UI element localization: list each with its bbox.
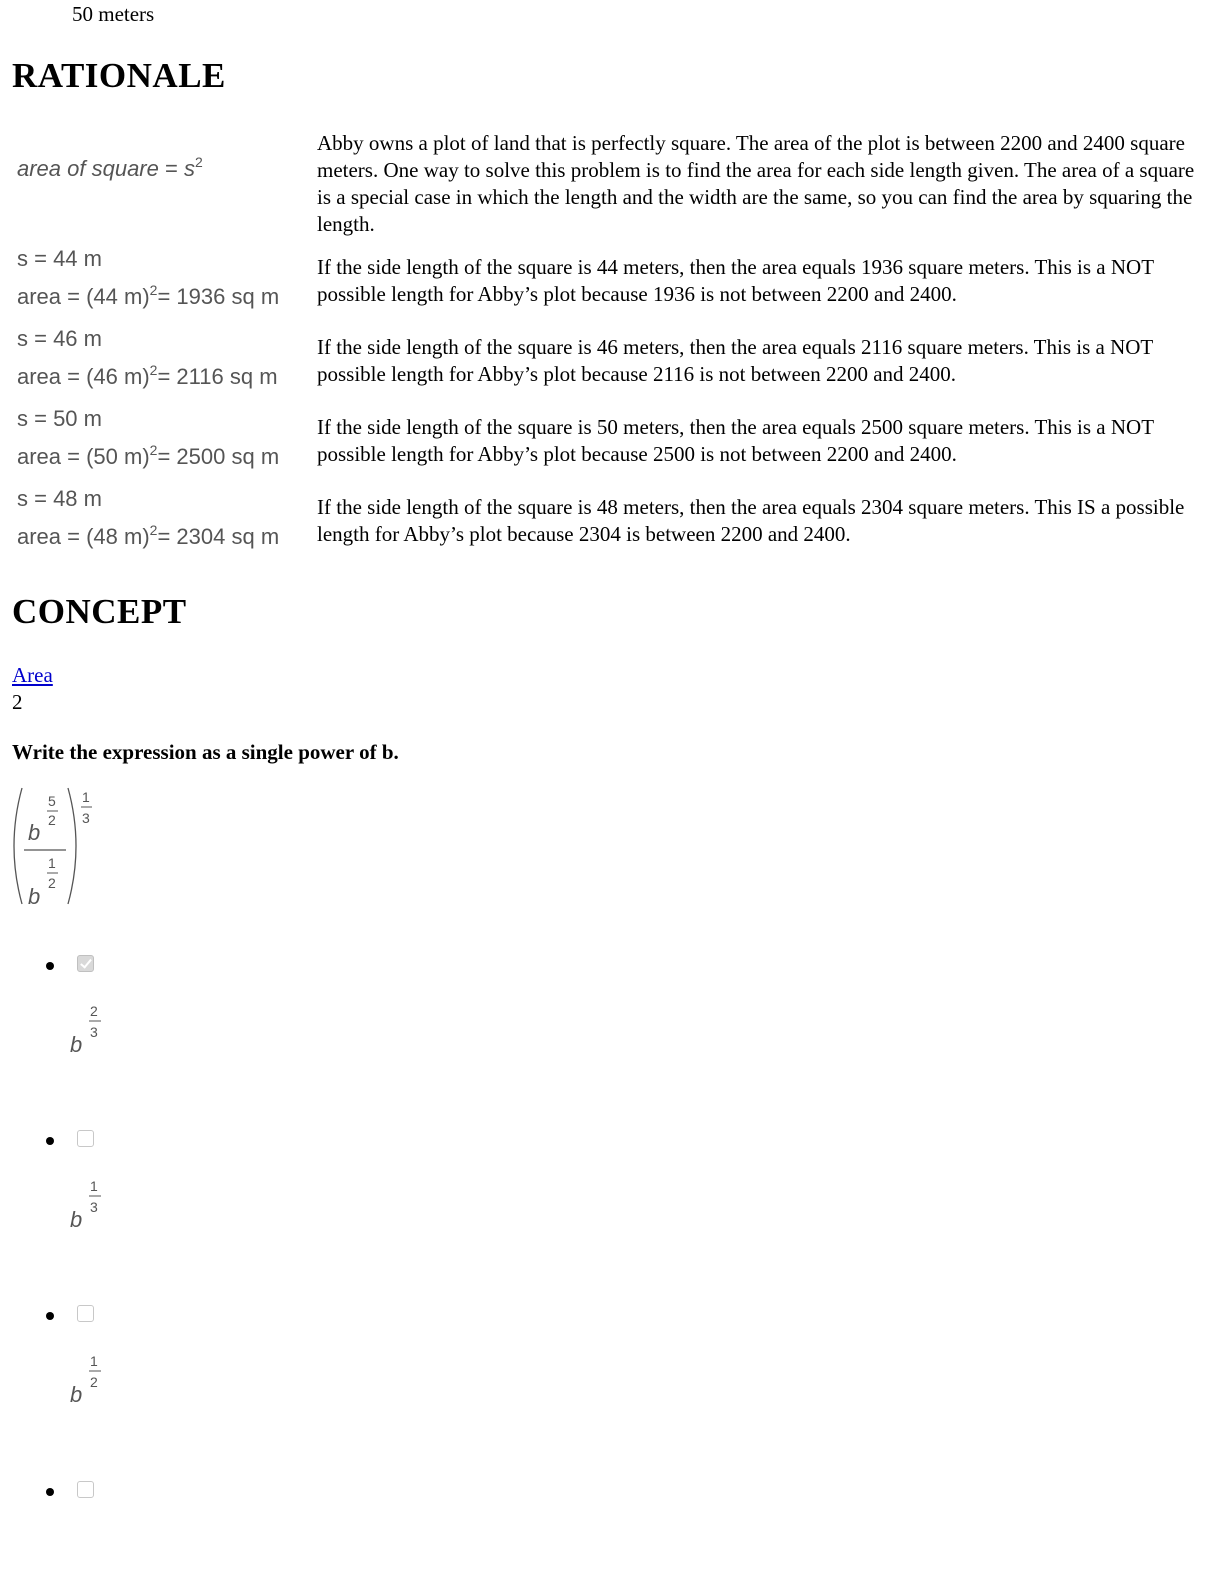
- num-exp-denominator: 2: [48, 812, 56, 828]
- step-3-exp: 2: [149, 442, 158, 458]
- step-1-exp: 2: [149, 282, 158, 298]
- step-2-area-right: = 2116 sq m: [157, 364, 278, 389]
- answer-option-1[interactable]: [0, 950, 300, 1070]
- formula-exp: 2: [194, 154, 203, 170]
- answer-option-2[interactable]: [0, 1125, 300, 1245]
- option-3-base: b: [70, 1382, 83, 1407]
- step-1-area: [17, 284, 279, 310]
- area-formula: [17, 156, 203, 182]
- option-2-math: [68, 1171, 118, 1233]
- concept-link-area[interactable]: Area: [12, 663, 53, 687]
- option-1-math: [68, 996, 118, 1058]
- formula-eq: =: [165, 156, 178, 181]
- option-2-exp-denominator: 3: [90, 1199, 98, 1215]
- left-paren: [14, 788, 22, 904]
- question-number: 2: [12, 690, 23, 714]
- step-1-side: s = 44 m: [17, 246, 102, 271]
- option-2-exp-numerator: 1: [90, 1178, 98, 1194]
- step-2-area-left: area = (46 m): [17, 364, 150, 389]
- question-expression: [8, 784, 108, 914]
- step-1-text: If the side length of the square is 44 meters, then the area equals 1936 square meters. This is a NOT possible length for Abby’s plot because 1936 is not between 2200 and 2400.: [317, 255, 1154, 306]
- step-4-area-left: area = (48 m): [17, 524, 150, 549]
- option-2-base: b: [70, 1207, 83, 1232]
- formula-lhs: area of square: [17, 156, 159, 181]
- bullet-icon: [46, 1312, 54, 1320]
- step-3-side: s = 50 m: [17, 406, 102, 431]
- bullet-icon: [46, 1137, 54, 1145]
- step-4-side: s = 48 m: [17, 486, 102, 511]
- option-1-checkbox[interactable]: [77, 955, 94, 972]
- step-4-area-right: = 2304 sq m: [157, 524, 280, 549]
- den-exp-denominator: 2: [48, 875, 56, 891]
- option-2-checkbox[interactable]: [77, 1130, 94, 1147]
- previous-answer: 50 meters: [72, 2, 155, 26]
- option-3-exp-denominator: 2: [90, 1374, 98, 1390]
- rationale-heading: RATIONALE: [12, 56, 226, 95]
- option-1-exp-denominator: 3: [90, 1024, 98, 1040]
- option-3-checkbox[interactable]: [77, 1305, 94, 1322]
- bullet-icon: [46, 1488, 54, 1496]
- outer-exp-numerator: 1: [82, 789, 90, 805]
- right-paren: [68, 788, 76, 904]
- rationale-intro: Abby owns a plot of land that is perfectly square. The area of the plot is between 2200 and 2400 square meters. One way to solve this problem is to find the area for each side length given. The area of a square is a special case in which the length and the width are the same, so you can find the area by squaring the length.: [317, 131, 1195, 236]
- step-2-exp: 2: [149, 362, 158, 378]
- step-4-area: [17, 524, 279, 550]
- step-2-side: s = 46 m: [17, 326, 102, 351]
- step-3-area-right: = 2500 sq m: [157, 444, 280, 469]
- question-prompt: Write the expression as a single power of b.: [12, 740, 399, 764]
- step-3-text: If the side length of the square is 50 meters, then the area equals 2500 square meters. This is a NOT possible length for Abby’s plot because 2500 is not between 2200 and 2400.: [317, 415, 1154, 466]
- option-1-base: b: [70, 1032, 83, 1057]
- num-exp-numerator: 5: [48, 793, 56, 809]
- option-4-checkbox[interactable]: [77, 1481, 94, 1498]
- den-base: b: [28, 884, 41, 909]
- num-base: b: [28, 820, 41, 845]
- answer-option-4[interactable]: [0, 1476, 300, 1596]
- step-4-text: If the side length of the square is 48 meters, then the area equals 2304 square meters. This IS a possible length for Abby’s plot because 2304 is between 2200 and 2400.: [317, 495, 1185, 546]
- option-3-exp-numerator: 1: [90, 1353, 98, 1369]
- formula-var: s: [183, 156, 195, 181]
- step-3-area: [17, 444, 279, 470]
- concept-heading: CONCEPT: [12, 592, 187, 631]
- step-2-area: [17, 364, 278, 390]
- step-3-area-left: area = (50 m): [17, 444, 150, 469]
- step-4-exp: 2: [149, 522, 158, 538]
- option-3-math: [68, 1346, 118, 1408]
- step-1-area-right: = 1936 sq m: [157, 284, 280, 309]
- option-1-exp-numerator: 2: [90, 1003, 98, 1019]
- step-1-area-left: area = (44 m): [17, 284, 150, 309]
- step-2-text: If the side length of the square is 46 meters, then the area equals 2116 square meters. This is a NOT possible length for Abby’s plot because 2116 is not between 2200 and 2400.: [317, 335, 1153, 386]
- answer-option-3[interactable]: [0, 1300, 300, 1420]
- outer-exp-denominator: 3: [82, 810, 90, 826]
- den-exp-numerator: 1: [48, 855, 56, 871]
- bullet-icon: [46, 962, 54, 970]
